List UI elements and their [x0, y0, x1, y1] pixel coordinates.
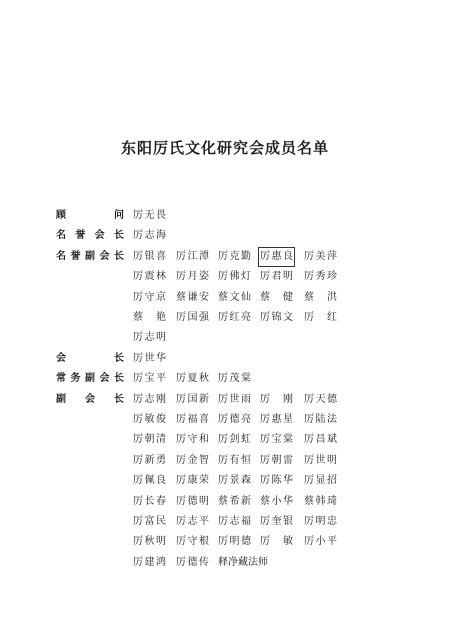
page-title: 东阳厉氏文化研究会成员名单: [120, 139, 329, 157]
member-name: 蔡谦安: [176, 291, 209, 303]
member-name: 厉国强: [176, 312, 209, 323]
role-label: 会长: [56, 352, 124, 364]
member-name: 厉克勤: [218, 250, 251, 262]
member-name: 厉显招: [304, 475, 337, 487]
member-row: [0, 228, 450, 248]
member-name: 厉宝平: [133, 373, 166, 385]
member-name: 厉宝棠: [260, 434, 293, 446]
member-name: 厉福喜: [176, 414, 209, 425]
member-name: 厉小平: [304, 536, 337, 548]
member-row: [0, 453, 450, 473]
member-name: 厉国新: [176, 393, 209, 405]
member-row: [0, 494, 450, 514]
member-row: [0, 290, 450, 310]
member-row: [0, 310, 450, 330]
member-row: [0, 473, 450, 493]
member-name: 厉朝清: [133, 434, 166, 446]
member-name: 厉天德: [304, 393, 337, 405]
member-name: 厉有恒: [218, 454, 251, 466]
member-name: 厉月姿: [176, 271, 209, 283]
member-row: [0, 412, 450, 432]
member-name: 厉佛灯: [218, 271, 251, 283]
member-row: [0, 208, 450, 228]
member-name: 厉陆法: [304, 414, 337, 425]
member-name: 厉震林: [133, 271, 166, 283]
member-name: 厉明德: [218, 536, 251, 548]
member-name: 蔡文仙: [218, 291, 251, 303]
member-name: 厉新勇: [133, 454, 166, 466]
member-row: [0, 269, 450, 289]
member-name: 厉无畏: [133, 210, 166, 221]
member-name: 厉秋明: [133, 536, 166, 548]
member-row: [0, 371, 450, 391]
member-name: 厉江潭: [176, 250, 209, 262]
member-name: 厉志刚: [133, 393, 166, 405]
member-name: 厉志海: [133, 230, 166, 242]
member-name: 厉惠星: [260, 414, 293, 425]
member-name: 厉世雨: [218, 393, 251, 405]
member-name: 厉君明: [260, 271, 293, 283]
role-label: 名誉会长: [56, 230, 124, 242]
member-name: 蔡洪: [304, 291, 337, 303]
member-name: 厉锦文: [260, 312, 293, 323]
member-row: [0, 249, 450, 269]
member-name: 厉金智: [176, 454, 209, 466]
member-name: 蔡艳: [133, 312, 166, 323]
member-row: [0, 555, 450, 575]
member-name: 厉世明: [304, 454, 337, 466]
member-row: [0, 514, 450, 534]
member-name: 厉明忠: [304, 516, 337, 527]
member-name: 厉奎银: [260, 516, 293, 527]
member-name: 厉昌斌: [304, 434, 337, 446]
member-name: 厉守和: [176, 434, 209, 446]
member-name: 厉康荣: [176, 475, 209, 487]
member-name: 厉志平: [176, 516, 209, 527]
member-name: 厉长春: [133, 495, 166, 507]
member-name: 厉红: [304, 312, 337, 323]
member-name: 厉建鸿: [133, 556, 166, 568]
role-label: 常务副会长: [56, 373, 124, 385]
member-name: 厉志明: [133, 332, 166, 344]
member-name: 厉敏俊: [133, 414, 166, 425]
member-name: 厉守根: [176, 536, 209, 548]
member-name: 厉剑虹: [218, 434, 251, 446]
member-name: 厉夏秋: [176, 373, 209, 385]
member-name: 厉陈华: [260, 475, 293, 487]
member-row: [0, 351, 450, 371]
member-name: 厉朝雷: [260, 454, 293, 466]
member-name: 厉守京: [133, 291, 166, 303]
member-name: 厉富民: [133, 516, 166, 527]
member-name: 释净藏法师: [218, 556, 268, 568]
role-label: 名誉副会长: [56, 250, 124, 262]
member-name: 蔡健: [260, 291, 293, 303]
member-name: 蔡小华: [260, 495, 293, 507]
member-name: 厉德传: [176, 556, 209, 568]
member-name: 厉德明: [176, 495, 209, 507]
member-name: 厉世华: [133, 352, 166, 364]
member-row: [0, 392, 450, 412]
member-row: [0, 330, 450, 350]
member-name: 厉敏: [260, 536, 293, 548]
member-name: 厉景森: [218, 475, 251, 487]
member-name: 厉志福: [218, 516, 251, 527]
member-name: 厉银喜: [133, 250, 166, 262]
member-name: 蔡韩琦: [304, 495, 337, 507]
member-name: 蔡希新: [218, 495, 251, 507]
role-label: 副会长: [56, 393, 124, 405]
member-name: 厉茂棠: [218, 373, 251, 385]
member-name: 厉红亮: [218, 312, 251, 323]
member-name: 厉惠良: [260, 249, 293, 265]
member-name: 厉美萍: [304, 250, 337, 262]
member-name: 厉德亮: [218, 414, 251, 425]
member-name: 厉秀珍: [304, 271, 337, 283]
member-name: 厉刚: [260, 393, 293, 405]
member-name: 厉佩良: [133, 475, 166, 487]
member-row: [0, 534, 450, 554]
role-label: 顾问: [56, 210, 124, 221]
member-row: [0, 432, 450, 452]
